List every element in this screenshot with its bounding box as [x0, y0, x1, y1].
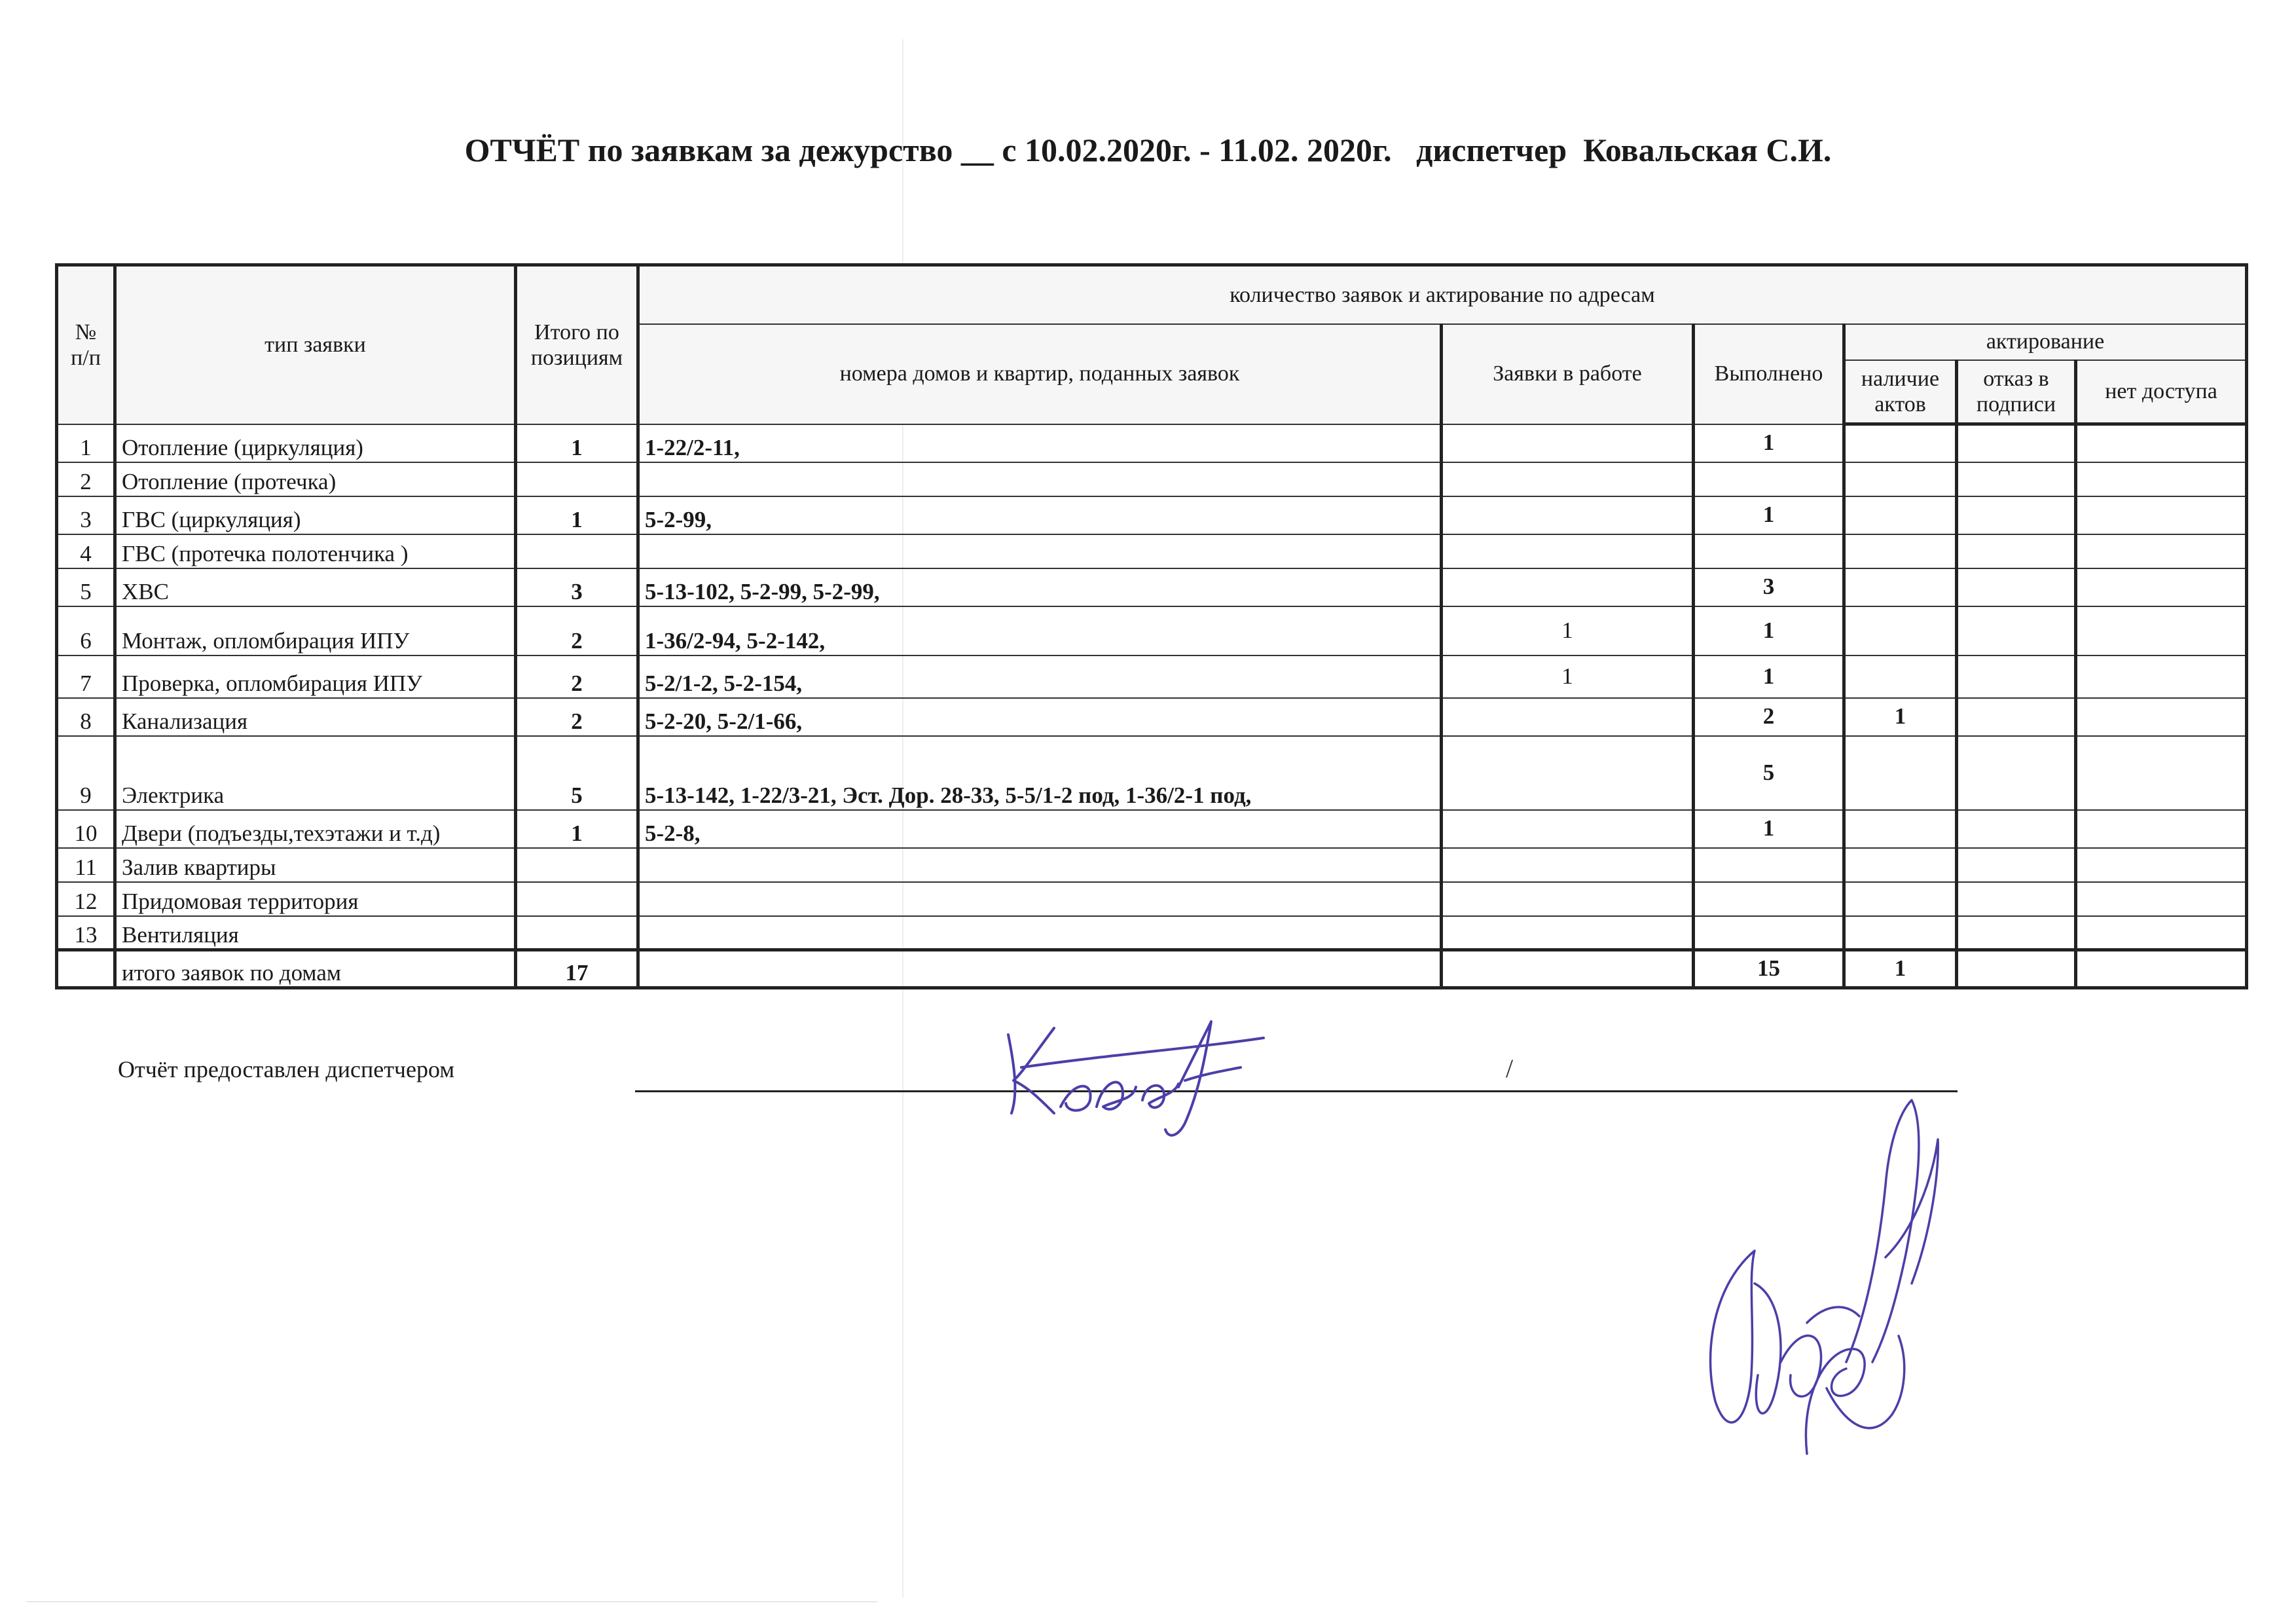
row-refusal: [1957, 810, 2076, 848]
row-num: 8: [57, 698, 115, 736]
row-addresses: 5-2/1-2, 5-2-154,: [638, 655, 1442, 698]
row-no-access: [2076, 424, 2247, 462]
row-total: 2: [516, 655, 638, 698]
row-in-work: [1442, 496, 1694, 534]
row-total: 1: [516, 810, 638, 848]
row-in-work: [1442, 534, 1694, 568]
row-refusal: [1957, 534, 2076, 568]
row-refusal: [1957, 568, 2076, 606]
row-acts: [1844, 916, 1957, 950]
dispatcher-signature: [982, 1008, 1296, 1146]
row-num: 11: [57, 848, 115, 882]
row-type: ГВС (протечка полотенчика ): [115, 534, 516, 568]
row-no-access: [2076, 810, 2247, 848]
row-addresses: 1-22/2-11,: [638, 424, 1442, 462]
table-row: [57, 534, 2247, 568]
row-in-work: [1442, 950, 1694, 988]
row-acts: [1844, 606, 1957, 655]
row-total: 2: [516, 606, 638, 655]
row-done: 1: [1694, 655, 1844, 698]
row-refusal: [1957, 606, 2076, 655]
footer-label: Отчёт предоставлен диспетчером: [118, 1056, 455, 1082]
row-addresses: 5-2-20, 5-2/1-66,: [638, 698, 1442, 736]
row-type: Придомовая территория: [115, 882, 516, 916]
row-no-access: [2076, 916, 2247, 950]
report-title: ОТЧЁТ по заявкам за дежурство __ с 10.02.2020г. - 11.02. 2020г. диспетчер Ковальская С.И.: [464, 132, 1832, 168]
row-no-access: [2076, 534, 2247, 568]
row-done: 2: [1694, 698, 1844, 736]
row-acts: [1844, 810, 1957, 848]
footer-slash: /: [1506, 1054, 1514, 1083]
row-acts: [1844, 848, 1957, 882]
row-num: 12: [57, 882, 115, 916]
header-refusal: отказ в подписи: [1957, 360, 2076, 424]
header-type: тип заявки: [115, 265, 516, 424]
row-type: Электрика: [115, 736, 516, 810]
row-in-work: [1442, 698, 1694, 736]
scan-bottom-line: [26, 1601, 877, 1602]
row-done: 1: [1694, 606, 1844, 655]
row-total: [516, 882, 638, 916]
approval-signature: [1676, 1087, 1977, 1519]
row-num: 7: [57, 655, 115, 698]
row-acts: [1844, 568, 1957, 606]
row-refusal: [1957, 655, 2076, 698]
row-type: итого заявок по домам: [115, 950, 516, 988]
table-row: [57, 916, 2247, 950]
row-refusal: [1957, 698, 2076, 736]
row-no-access: [2076, 882, 2247, 916]
table-row: [57, 698, 2247, 736]
row-addresses: [638, 462, 1442, 496]
row-no-access: [2076, 568, 2247, 606]
row-addresses: 5-13-142, 1-22/3-21, Эст. Дор. 28-33, 5-5/1-2 под, 1-36/2-1 под,: [638, 736, 1442, 810]
header-no-access: нет доступа: [2076, 360, 2247, 424]
row-acts: [1844, 496, 1957, 534]
row-acts: 1: [1844, 950, 1957, 988]
row-acts: [1844, 882, 1957, 916]
row-type: Залив квартиры: [115, 848, 516, 882]
row-refusal: [1957, 950, 2076, 988]
header-in-work: Заявки в работе: [1442, 324, 1694, 424]
report-table: [55, 263, 2248, 989]
row-no-access: [2076, 462, 2247, 496]
row-addresses: [638, 882, 1442, 916]
table-row: [57, 568, 2247, 606]
table-row: [57, 424, 2247, 462]
row-type: Канализация: [115, 698, 516, 736]
row-in-work: [1442, 810, 1694, 848]
row-type: Отопление (протечка): [115, 462, 516, 496]
row-num: 4: [57, 534, 115, 568]
table-row: [57, 496, 2247, 534]
row-in-work: [1442, 882, 1694, 916]
row-done: 1: [1694, 810, 1844, 848]
table-row: [57, 655, 2247, 698]
row-type: Вентиляция: [115, 916, 516, 950]
row-total: 1: [516, 496, 638, 534]
header-total: Итого по позициям: [516, 265, 638, 424]
row-addresses: 5-2-99,: [638, 496, 1442, 534]
row-total: 1: [516, 424, 638, 462]
row-num: 13: [57, 916, 115, 950]
row-done: 1: [1694, 496, 1844, 534]
row-addresses: [638, 916, 1442, 950]
header-acts: наличие актов: [1844, 360, 1957, 424]
row-done: 1: [1694, 424, 1844, 462]
row-no-access: [2076, 698, 2247, 736]
row-type: Отопление (циркуляция): [115, 424, 516, 462]
row-addresses: 5-2-8,: [638, 810, 1442, 848]
row-refusal: [1957, 496, 2076, 534]
row-total: 2: [516, 698, 638, 736]
row-in-work: [1442, 462, 1694, 496]
row-total: [516, 916, 638, 950]
header-group: количество заявок и актирование по адресам: [638, 265, 2247, 324]
table-row: [57, 848, 2247, 882]
row-addresses: 1-36/2-94, 5-2-142,: [638, 606, 1442, 655]
totals-row: [57, 950, 2247, 988]
header-acting: актирование: [1844, 324, 2247, 360]
row-acts: [1844, 424, 1957, 462]
row-total: [516, 462, 638, 496]
row-num: 6: [57, 606, 115, 655]
row-type: ГВС (циркуляция): [115, 496, 516, 534]
row-num: 9: [57, 736, 115, 810]
table-row: [57, 606, 2247, 655]
row-done: [1694, 882, 1844, 916]
table-row: [57, 882, 2247, 916]
row-done: [1694, 916, 1844, 950]
row-in-work: [1442, 568, 1694, 606]
row-done: 15: [1694, 950, 1844, 988]
row-type: Проверка, опломбирация ИПУ: [115, 655, 516, 698]
row-refusal: [1957, 848, 2076, 882]
row-no-access: [2076, 736, 2247, 810]
table-row: [57, 810, 2247, 848]
row-no-access: [2076, 655, 2247, 698]
row-no-access: [2076, 496, 2247, 534]
row-acts: [1844, 736, 1957, 810]
row-refusal: [1957, 736, 2076, 810]
row-refusal: [1957, 882, 2076, 916]
row-addresses: [638, 534, 1442, 568]
row-total: 5: [516, 736, 638, 810]
row-total: 3: [516, 568, 638, 606]
row-refusal: [1957, 916, 2076, 950]
row-type: Монтаж, опломбирация ИПУ: [115, 606, 516, 655]
row-num: 5: [57, 568, 115, 606]
row-total: [516, 534, 638, 568]
header-addresses: номера домов и квартир, поданных заявок: [638, 324, 1442, 424]
row-done: [1694, 534, 1844, 568]
header-done: Выполнено: [1694, 324, 1844, 424]
row-done: [1694, 848, 1844, 882]
row-in-work: [1442, 424, 1694, 462]
row-num: 3: [57, 496, 115, 534]
row-acts: [1844, 655, 1957, 698]
row-no-access: [2076, 848, 2247, 882]
row-type: ХВС: [115, 568, 516, 606]
row-type: Двери (подъезды,техэтажи и т.д): [115, 810, 516, 848]
row-num: 1: [57, 424, 115, 462]
row-in-work: [1442, 736, 1694, 810]
row-done: [1694, 462, 1844, 496]
row-acts: [1844, 462, 1957, 496]
row-addresses: [638, 848, 1442, 882]
row-num: 10: [57, 810, 115, 848]
row-in-work: [1442, 848, 1694, 882]
row-num: 2: [57, 462, 115, 496]
row-in-work: [1442, 916, 1694, 950]
row-no-access: [2076, 606, 2247, 655]
table-row: [57, 736, 2247, 810]
row-num: [57, 950, 115, 988]
row-addresses: 5-13-102, 5-2-99, 5-2-99,: [638, 568, 1442, 606]
row-total: [516, 848, 638, 882]
row-done: 5: [1694, 736, 1844, 810]
row-refusal: [1957, 462, 2076, 496]
row-in-work: 1: [1442, 655, 1694, 698]
table-row: [57, 462, 2247, 496]
row-acts: 1: [1844, 698, 1957, 736]
row-addresses: [638, 950, 1442, 988]
row-no-access: [2076, 950, 2247, 988]
row-acts: [1844, 534, 1957, 568]
row-in-work: 1: [1442, 606, 1694, 655]
row-refusal: [1957, 424, 2076, 462]
row-done: 3: [1694, 568, 1844, 606]
row-total: 17: [516, 950, 638, 988]
header-num: № п/п: [57, 265, 115, 424]
